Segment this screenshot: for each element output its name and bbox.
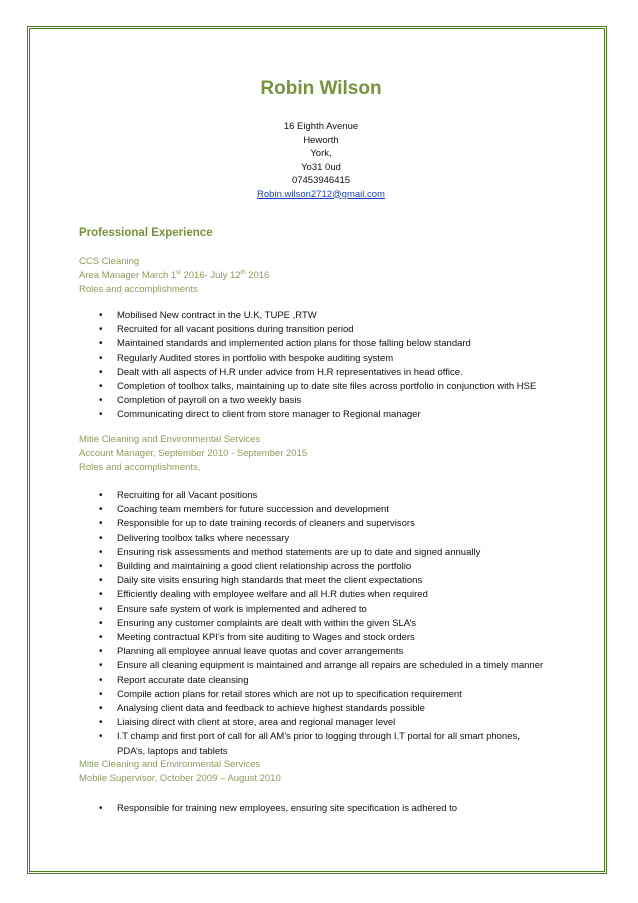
- email-link[interactable]: Robin.wilson2712@gmail.com: [257, 188, 385, 200]
- address-line: Heworth: [303, 134, 339, 146]
- section-title: Professional Experience: [79, 227, 213, 239]
- job-header: [79, 433, 307, 475]
- list-item: • Daily site visits ensuring high standards that meet the client expectations: [79, 574, 549, 588]
- list-item: • Dealt with all aspects of H.R under advice from H.R representatives in head office.: [79, 366, 549, 380]
- list-item: • Report accurate date cleansing: [79, 674, 549, 688]
- job-role: Area Manager March 1st 2016- July 12th 2016: [79, 269, 270, 281]
- list-item: • Compile action plans for retail stores which are not up to specification requirement: [79, 688, 549, 702]
- job-responsibilities: [79, 802, 549, 816]
- job-role: Mobile Supervisor, October 2009 – August 2010: [79, 773, 281, 784]
- job-subheading: Roles and accomplishments,: [79, 462, 201, 473]
- list-item: • Building and maintaining a good client relationship across the portfolio: [79, 560, 549, 574]
- list-item: • Recruiting for all Vacant positions: [79, 489, 549, 503]
- list-item: • Completion of payroll on a two weekly basis: [79, 394, 549, 408]
- candidate-name: Robin Wilson: [260, 78, 382, 99]
- list-item: • Mobilised New contract in the U.K, TUPE ,RTW: [79, 309, 549, 323]
- list-item: • Efficiently dealing with employee welfare and all H.R duties when required: [79, 588, 549, 602]
- address-line: 16 Eighth Avenue: [283, 121, 359, 132]
- job-responsibilities: [79, 309, 549, 423]
- address-line: Yo31 0ud: [301, 161, 341, 173]
- list-item: • Regularly Audited stores in portfolio with bespoke auditing system: [79, 352, 549, 366]
- list-item: • Planning all employee annual leave quotas and cover arrangements: [79, 645, 549, 659]
- job-responsibilities: [79, 489, 549, 759]
- list-item: • Responsible for training new employees, ensuring site specification is adhered to: [79, 802, 549, 816]
- list-item: • Ensuring risk assessments and method statements are up to date and signed annually: [79, 546, 549, 560]
- list-item: • I.T champ and first port of call for all AM’s prior to logging through I.T portal for all smart phones, PDA’s, laptops and tablets: [79, 730, 549, 758]
- list-item: • Recruited for all vacant positions during transition period: [79, 323, 549, 337]
- list-item: • Ensure safe system of work is implemented and adhered to: [79, 603, 549, 617]
- job-role: Account Manager, September 2010 - September 2015: [79, 448, 308, 459]
- list-item: • Completion of toolbox talks, maintaining up to date site files across portfolio in conjunction with HSE: [79, 380, 549, 394]
- job-company: Mitie Cleaning and Environmental Services: [79, 759, 261, 770]
- list-item: • Responsible for up to date training records of cleaners and supervisors: [79, 517, 549, 531]
- list-item: • Analysing client data and feedback to achieve highest standards possible: [79, 702, 549, 716]
- list-item: • Ensure all cleaning equipment is maintained and arrange all repairs are scheduled in a timely manner: [79, 659, 549, 673]
- list-item: • Meeting contractual KPI’s from site auditing to Wages and stock orders: [79, 631, 549, 645]
- job-company: CCS Cleaning: [79, 256, 140, 267]
- job-header: [79, 758, 281, 786]
- list-item: • Delivering toolbox talks where necessary: [79, 532, 549, 546]
- phone-number: 07453946415: [291, 175, 351, 186]
- list-item: • Liaising direct with client at store, area and regional manager level: [79, 716, 549, 730]
- job-subheading: Roles and accomplishments: [79, 284, 198, 295]
- contact-block: [79, 120, 563, 201]
- list-item: • Communicating direct to client from store manager to Regional manager: [79, 408, 549, 422]
- list-item: • Coaching team members for future succession and development: [79, 503, 549, 517]
- list-item: • Maintained standards and implemented action plans for those falling below standard: [79, 337, 549, 351]
- job-header: [79, 255, 269, 297]
- address-line: York,: [310, 148, 332, 159]
- list-item: • Ensuring any customer complaints are dealt with within the given SLA’s: [79, 617, 549, 631]
- job-company: Mitie Cleaning and Environmental Services: [79, 434, 261, 445]
